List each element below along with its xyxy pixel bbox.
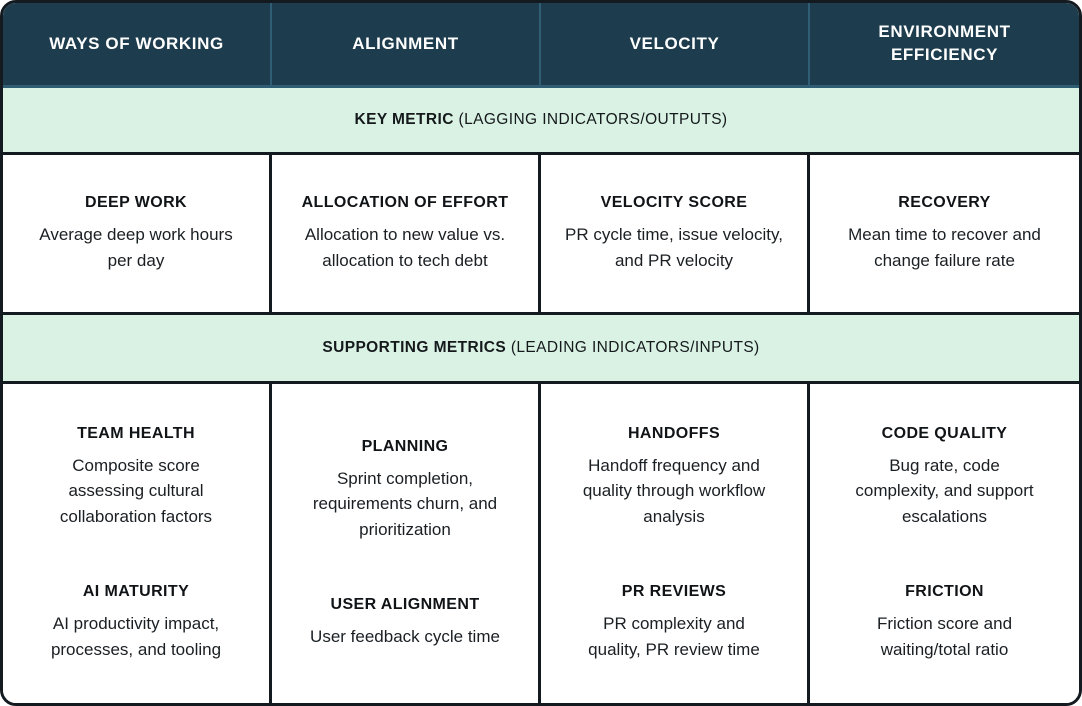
metric-title: AI MATURITY (82, 583, 190, 601)
metric-title: VELOCITY SCORE (600, 194, 748, 211)
metric-description: Composite score assessing cultural collaboration factors (59, 455, 213, 526)
metric-group (847, 425, 1043, 530)
metric-group (307, 438, 503, 543)
supporting-metrics-row (3, 384, 1079, 703)
metric-description: PR cycle time, issue velocity, and PR velocity (565, 225, 783, 270)
metric-group (565, 194, 783, 273)
metric-description: Sprint completion, requirements churn, and prioritization (312, 468, 498, 539)
metric-title: ALLOCATION OF EFFORT (301, 194, 509, 211)
supporting-cell-ways-of-working (3, 384, 272, 703)
supporting-cell-alignment (272, 384, 541, 703)
key-metric-band-label (354, 111, 727, 129)
metric-description: Friction score and waiting/total ratio (876, 614, 1013, 659)
metric-group (836, 194, 1054, 273)
metric-description: Average deep work hours per day (39, 225, 233, 270)
key-metric-band-label-rest: (LAGGING INDICATORS/OUTPUTS) (458, 111, 728, 128)
metric-group (296, 194, 514, 273)
metric-group (38, 583, 234, 662)
metric-description: Allocation to new value vs. allocation to tech debt (304, 225, 506, 270)
key-metric-row (3, 155, 1079, 315)
metric-title: RECOVERY (898, 194, 991, 211)
metric-title: PR REVIEWS (621, 583, 727, 601)
supporting-cell-environment-efficiency (810, 384, 1079, 703)
metric-title: TEAM HEALTH (77, 424, 195, 442)
metric-description: Mean time to recover and change failure rate (848, 225, 1041, 270)
metric-description: Handoff frequency and quality through workflow analysis (582, 455, 766, 526)
key-metric-cell-ways-of-working (3, 155, 272, 312)
key-metric-band-label-bold: KEY METRIC (354, 111, 454, 128)
metric-title: HANDOFFS (627, 424, 721, 442)
column-header-environment-efficiency: ENVIRONMENT EFFICIENCY (878, 22, 1011, 64)
column-header-row (3, 3, 1079, 88)
supporting-metrics-band-label (322, 339, 759, 357)
metric-description: User feedback cycle time (310, 627, 500, 646)
metric-group (38, 425, 234, 530)
metric-title: DEEP WORK (85, 194, 187, 211)
supporting-cell-velocity (541, 384, 810, 703)
metric-title: CODE QUALITY (881, 424, 1008, 442)
metric-description: Bug rate, code complexity, and support escalations (855, 455, 1034, 526)
column-header-alignment: ALIGNMENT (272, 3, 541, 85)
metric-title: FRICTION (905, 583, 984, 601)
metric-group (27, 194, 245, 273)
metric-group (576, 583, 772, 662)
supporting-metrics-band-label-rest: (LEADING INDICATORS/INPUTS) (510, 339, 760, 356)
supporting-metrics-band-label-bold: SUPPORTING METRICS (322, 339, 507, 356)
metric-description: PR complexity and quality, PR review time (588, 614, 760, 659)
column-header-velocity: VELOCITY (541, 3, 810, 85)
metric-group (310, 596, 500, 650)
supporting-metrics-band (3, 315, 1079, 384)
metric-group (576, 425, 772, 530)
metric-title: PLANNING (361, 437, 449, 455)
key-metric-cell-velocity (541, 155, 810, 312)
metric-title: USER ALIGNMENT (330, 596, 480, 613)
metric-description: AI productivity impact, processes, and tooling (50, 614, 222, 659)
column-header-ways-of-working: WAYS OF WORKING (3, 3, 272, 85)
key-metric-cell-environment-efficiency (810, 155, 1079, 312)
key-metric-cell-alignment (272, 155, 541, 312)
key-metric-band (3, 88, 1079, 155)
metric-group (847, 583, 1043, 662)
